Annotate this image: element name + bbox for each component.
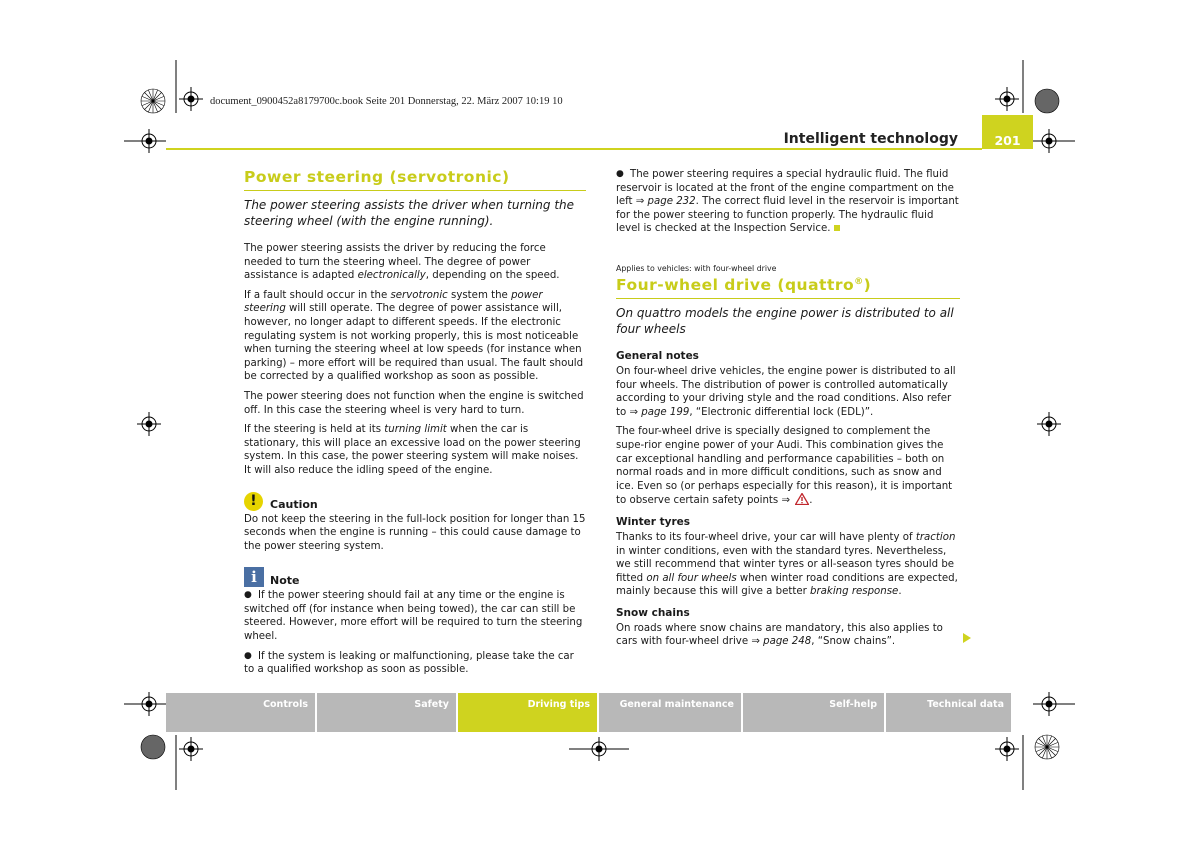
- warning-triangle-icon[interactable]: [795, 493, 809, 505]
- note-heading: [244, 567, 586, 587]
- lead-four-wheel-drive: On quattro models the engine power is distributed to all four wheels: [616, 305, 954, 336]
- caution-heading: [244, 492, 586, 511]
- section-title-power-steering: Power steering (servotronic): [244, 168, 586, 191]
- running-header-title: Intelligent technology: [783, 131, 958, 147]
- bullet-icon: ●: [244, 590, 252, 601]
- caution-label: Caution: [270, 497, 318, 511]
- page-reference-link[interactable]: page 199: [641, 406, 690, 418]
- page-reference-link[interactable]: page 232: [647, 196, 696, 208]
- end-of-section-marker: [834, 225, 840, 231]
- paragraph: Thanks to its four-wheel drive, your car will have plenty of traction in winter conditions, even with the standard tyres. Nevertheless, we still recommend that winter tyres or all-season tyres should be fitted on all four wheels when winter road conditions are expected, mainly because this will give a better braking response.: [616, 531, 958, 598]
- tab-general-maintenance[interactable]: General maintenance: [599, 693, 741, 732]
- lead-power-steering: The power steering assists the driver when turning the steering wheel (with the engine running).: [244, 198, 575, 228]
- paragraph: The power steering assists the driver by reducing the force needed to turn the steering wheel. The degree of power assistance is adapted electronically, depending on the speed.: [244, 243, 560, 282]
- bullet-icon: ●: [616, 169, 624, 179]
- page-number: 201: [982, 115, 1033, 149]
- note-bullet: ● If the power steering should fail at any time or the engine is switched off (for instance when being towed), the car can still be steered. However, more effort will be required to turn the steering wheel.: [244, 590, 583, 643]
- info-icon: i: [244, 567, 264, 587]
- bullet-paragraph: ● The power steering requires a special hydraulic fluid. The fluid reservoir is located at the front of the engine compartment on the left ⇒ page 232. The correct fluid level in the reservoir is important for the power steering to function properly. The hydraulic fluid level is checked at the Inspection Service.: [616, 169, 959, 235]
- tab-safety[interactable]: Safety: [317, 693, 456, 732]
- paragraph: The four-wheel drive is specially designed to complement the supe-rior engine power of your Audi. This combination gives the car exceptional handling and performance capabilities – both on normal roads and in more difficult conditions, such as snow and ice. Even so (or perhaps especially for this reason), it is important to observe certain safety points ⇒ .: [616, 426, 953, 507]
- section-title-four-wheel-drive: Four-wheel drive (quattro®): [616, 276, 960, 299]
- subhead-general-notes: General notes: [616, 349, 699, 362]
- tab-self-help[interactable]: Self-help: [743, 693, 884, 732]
- paragraph: If a fault should occur in the servotronic system the power steering will still operate. The degree of power assistance will, however, no longer adapt to different speeds. If the electronic regulating system is not working properly, this is most noticeable when turning the steering wheel at low speeds (for instance when parking) – more effort will be required than usual. The fault should be corrected by a qualified workshop as soon as possible.: [244, 289, 584, 383]
- subhead-snow-chains: Snow chains: [616, 606, 690, 619]
- caution-icon: !: [244, 492, 263, 511]
- tab-driving-tips[interactable]: Driving tips: [458, 693, 597, 732]
- chapter-tabs: [166, 693, 1011, 732]
- left-column: [244, 168, 586, 683]
- continue-arrow-icon: [963, 633, 971, 643]
- paragraph: If the steering is held at its turning limit when the car is stationary, this will place an excessive load on the power steering system. In this case, the power steering system will make noises. It will also reduce the idling speed of the engine.: [244, 424, 581, 476]
- note-label: Note: [270, 574, 300, 588]
- print-info: document_0900452a8179700c.book Seite 201 Donnerstag, 22. März 2007 10:19 10: [210, 96, 563, 107]
- right-column: [616, 168, 960, 655]
- paragraph: The power steering does not function when the engine is switched off. In this case the steering wheel is very hard to turn.: [244, 390, 584, 416]
- page-reference-link[interactable]: page 248: [763, 636, 812, 648]
- paragraph: On roads where snow chains are mandatory, this also applies to cars with four-wheel drive ⇒ page 248, “Snow chains”.: [616, 622, 943, 648]
- tab-technical-data[interactable]: Technical data: [886, 693, 1011, 732]
- bullet-icon: ●: [244, 650, 252, 661]
- note-bullet: ● If the system is leaking or malfunctioning, please take the car to a qualified workshop as soon as possible.: [244, 650, 574, 676]
- subhead-winter-tyres: Winter tyres: [616, 515, 691, 528]
- header-rule: [166, 148, 982, 150]
- paragraph: On four-wheel drive vehicles, the engine power is distributed to all four wheels. The distribution of power is controlled automatically according to your driving style and the road conditions. Also refer to ⇒ page 199, “Electronic differential lock (EDL)”.: [616, 365, 956, 418]
- caution-text: Do not keep the steering in the full-lock position for longer than 15 seconds when the engine is running – this could cause damage to the power steering system.: [244, 513, 586, 552]
- applies-to-note: Applies to vehicles: with four-wheel drive: [616, 263, 777, 273]
- tab-controls[interactable]: Controls: [166, 693, 315, 732]
